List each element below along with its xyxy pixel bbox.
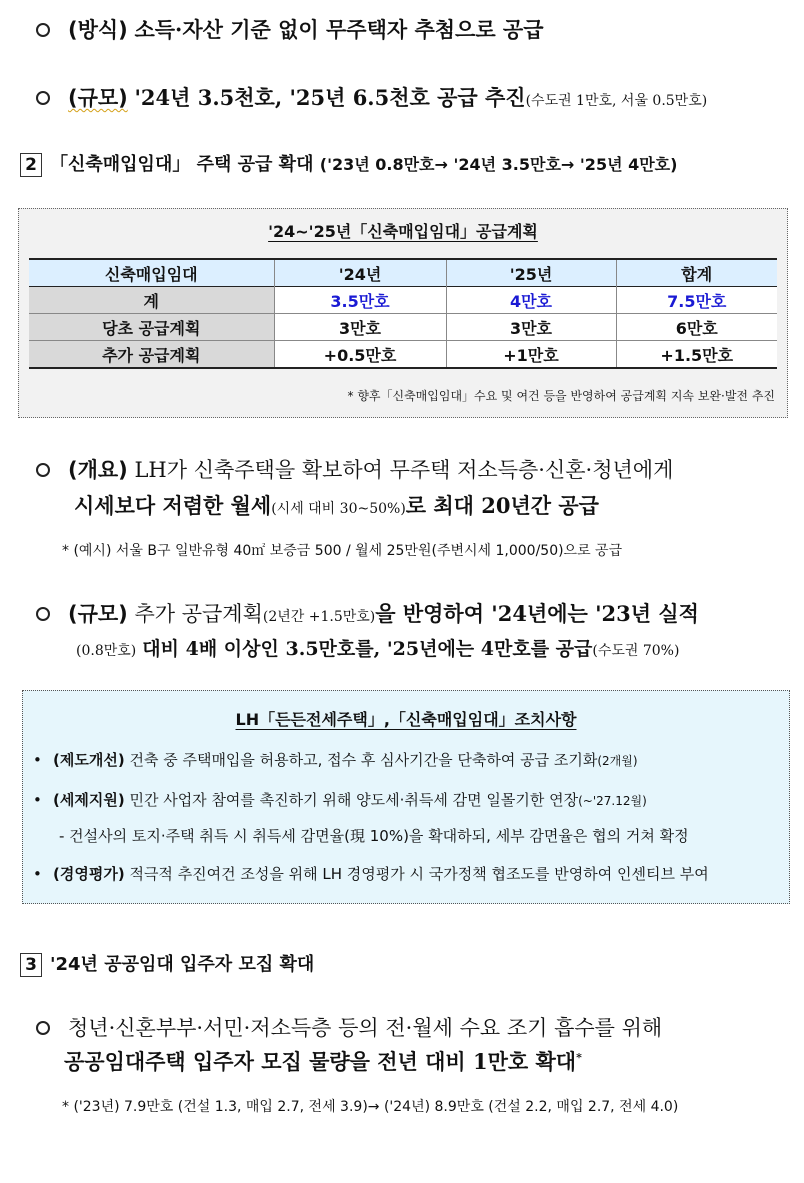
bullet-dot-icon: • [33,791,42,809]
measure-note: (2개월) [597,754,638,768]
measure-label: (경영평가) [53,865,125,883]
scale2-line-1 [36,598,699,628]
plan-footnote: * 향후「신축매입임대」수요 및 여건 등을 반영하여 공급계획 지속 보완·발전 추진 [347,389,775,403]
table-cell: +1만호 [446,341,616,369]
scale2-label: (규모) [68,602,128,626]
section-number: 3 [20,953,42,977]
table-cell: 3만호 [446,314,616,341]
overview-line-2 [74,490,599,520]
table-cell: +0.5만호 [274,341,446,369]
method-line [36,14,543,44]
measures-box [22,690,790,904]
table-row [29,287,777,314]
circle-bullet-icon [36,23,50,37]
section-subtitle: ('23년 0.8만호→ '24년 3.5만호→ '25년 4만호) [319,155,678,174]
circle-bullet-icon [36,463,50,477]
row-header: 당초 공급계획 [29,314,274,341]
measure-text: 민간 사업자 참여를 촉진하기 위해 양도세·취득세 감면 일몰기한 연장 [129,791,579,809]
supply-plan-box [18,208,788,418]
measure-note: (~'27.12월) [578,794,647,808]
row-header: 계 [29,287,274,314]
scale2-note-2: (0.8만호) [76,643,137,659]
table-cell: 3.5만호 [274,287,446,314]
table-cell: 3만호 [274,314,446,341]
section-number: 2 [20,153,42,177]
overview-line-1 [36,454,673,484]
table-row [29,341,777,369]
scale-note: (수도권 1만호, 서울 0.5만호) [525,93,708,109]
measure-item [33,749,638,770]
scale-line [36,82,707,112]
scale2-text-1a: 추가 공급계획 [134,602,263,626]
measure-label: (세제지원) [53,791,125,809]
column-header: '25년 [446,259,616,287]
public-footnote: * ('23년) 7.9만호 (건설 1.3, 매입 2.7, 전세 3.9)→ ('24년) 8.9만호 (건설 2.2, 매입 2.7, 전세 4.0) [62,1099,679,1115]
section-3-heading [20,950,314,977]
overview-example: * (예시) 서울 B구 일반유형 40㎡ 보증금 500 / 월세 25만원(주변시세 1,000/50)으로 공급 [62,543,623,559]
table-cell: 4만호 [446,287,616,314]
scale2-note-3: (수도권 70%) [592,643,680,659]
bullet-dot-icon: • [33,751,42,769]
circle-bullet-icon [36,91,50,105]
column-header: 합계 [616,259,777,287]
scale2-text-1b: 을 반영하여 '24년에는 '23년 실적 [375,601,699,626]
scale2-text-2: 대비 4배 이상인 3.5만호를, '25년에는 4만호를 공급 [142,638,593,660]
table-row [29,314,777,341]
measure-text: 적극적 추진여건 조성을 위해 LH 경영평가 시 국가정책 협조도를 반영하여 인센티브 부여 [129,865,709,883]
bullet-dot-icon: • [33,865,42,883]
table-cell: +1.5만호 [616,341,777,369]
section-title: 「신축매입임대」 주택 공급 확대 [50,154,314,175]
overview-note: (시세 대비 30~50%) [271,501,406,517]
column-header: '24년 [274,259,446,287]
overview-text-1: LH가 신축주택을 확보하여 무주택 저소득층·신혼·청년에게 [134,458,674,482]
overview-text-2b: 로 최대 20년간 공급 [405,493,599,518]
measures-title: LH「든든전세주택」,「신축매입임대」조치사항 [235,710,577,729]
public-line-1 [36,1012,662,1042]
method-text: 소득·자산 기준 없이 무주택자 추첨으로 공급 [134,17,544,42]
measure-item [33,789,647,810]
measure-label: (제도개선) [53,751,125,769]
overview-label: (개요) [68,458,128,482]
row-header: 추가 공급계획 [29,341,274,369]
table-cell: 7.5만호 [616,287,777,314]
table-header-row [29,259,777,287]
method-label: (방식) [68,18,128,42]
measure-item [33,863,709,884]
scale-main: '24년 3.5천호, '25년 6.5천호 공급 추진 [134,85,526,110]
footnote-mark: * [576,1051,582,1064]
overview-text-2a: 시세보다 저렴한 월세 [74,493,272,518]
measure-text: 건축 중 주택매입을 허용하고, 접수 후 심사기간을 단축하여 공급 조기화 [129,751,598,769]
public-text-1: 청년·신혼부부·서민·저소득층 등의 전·월세 수요 조기 흡수를 위해 [68,1016,663,1040]
measure-subitem: - 건설사의 토지·주택 취득 시 취득세 감면율(現 10%)을 확대하되, 세부 감면율은 협의 거쳐 확정 [59,827,689,845]
circle-bullet-icon [36,1021,50,1035]
scale-label: (규모) [68,86,128,110]
public-text-2: 공공임대주택 입주자 모집 물량을 전년 대비 1만호 확대 [64,1049,577,1074]
supply-plan-table [29,258,777,369]
section-2-heading [20,150,677,177]
section-title: '24년 공공임대 입주자 모집 확대 [50,954,315,975]
circle-bullet-icon [36,607,50,621]
table-cell: 6만호 [616,314,777,341]
public-line-2 [64,1046,582,1076]
scale2-note-1: (2년간 +1.5만호) [262,609,376,625]
plan-title: '24~'25년「신축매입임대」공급계획 [268,222,538,241]
column-header: 신축매입임대 [104,264,198,284]
scale2-line-2 [76,634,679,661]
